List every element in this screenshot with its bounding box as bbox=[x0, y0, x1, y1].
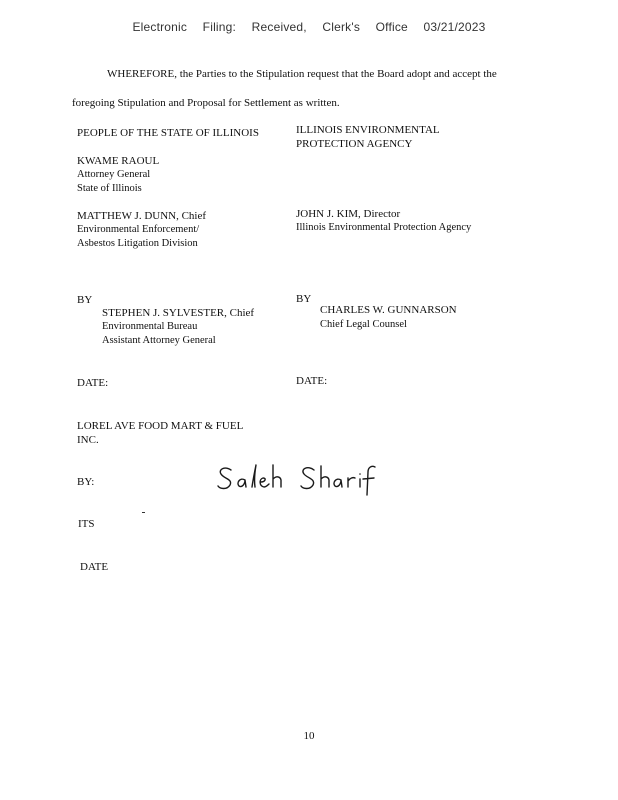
page-number: 10 bbox=[303, 730, 315, 742]
left-signer-title: Assistant Attorney General bbox=[102, 335, 216, 346]
left-by-label: BY bbox=[77, 294, 93, 306]
respondent-name-line-2: INC. bbox=[77, 434, 99, 446]
intro-line-2: foregoing Stipulation and Proposal for Settlement as written. bbox=[72, 97, 340, 109]
right-party-line-2: PROTECTION AGENCY bbox=[296, 138, 413, 150]
header-office: Office bbox=[375, 20, 408, 34]
left-party-name: PEOPLE OF THE STATE OF ILLINOIS bbox=[77, 127, 259, 139]
electronic-filing-header bbox=[0, 20, 618, 34]
respondent-name-line-1: LOREL AVE FOOD MART & FUEL bbox=[77, 420, 244, 432]
respondent-date-label: DATE bbox=[80, 561, 109, 573]
header-filing: Filing: bbox=[202, 20, 237, 34]
left-signer-bureau: Environmental Bureau bbox=[102, 321, 198, 332]
left-chief-name: MATTHEW J. DUNN, Chief bbox=[77, 210, 207, 222]
left-chief-division-1: Environmental Enforcement/ bbox=[77, 224, 200, 235]
left-chief-division-2: Asbestos Litigation Division bbox=[77, 238, 198, 249]
right-signer-title: Chief Legal Counsel bbox=[320, 319, 407, 330]
intro-line-1: WHEREFORE, the Parties to the Stipulation request that the Board adopt and accept the bbox=[107, 68, 497, 80]
handwritten-signature bbox=[215, 462, 390, 502]
right-by-label: BY bbox=[296, 293, 312, 305]
left-ag-name: KWAME RAOUL bbox=[77, 155, 160, 167]
stray-mark bbox=[142, 512, 145, 513]
left-date-label: DATE: bbox=[77, 377, 109, 389]
left-ag-title: Attorney General bbox=[77, 169, 151, 180]
header-clerks: Clerk's bbox=[322, 20, 361, 34]
left-ag-state: State of Illinois bbox=[77, 183, 142, 194]
respondent-its-label: ITS bbox=[78, 518, 95, 530]
right-signer-name: CHARLES W. GUNNARSON bbox=[320, 304, 457, 316]
right-director-agency: Illinois Environmental Protection Agency bbox=[296, 222, 472, 233]
right-party-line-1: ILLINOIS ENVIRONMENTAL bbox=[296, 124, 440, 136]
header-date: 03/21/2023 bbox=[423, 20, 486, 34]
right-date-label: DATE: bbox=[296, 375, 328, 387]
respondent-by-label: BY: bbox=[77, 476, 95, 488]
right-director-name: JOHN J. KIM, Director bbox=[296, 208, 401, 220]
left-signer-name: STEPHEN J. SYLVESTER, Chief bbox=[102, 307, 255, 319]
header-received: Received, bbox=[251, 20, 307, 34]
header-electronic: Electronic bbox=[132, 20, 188, 34]
